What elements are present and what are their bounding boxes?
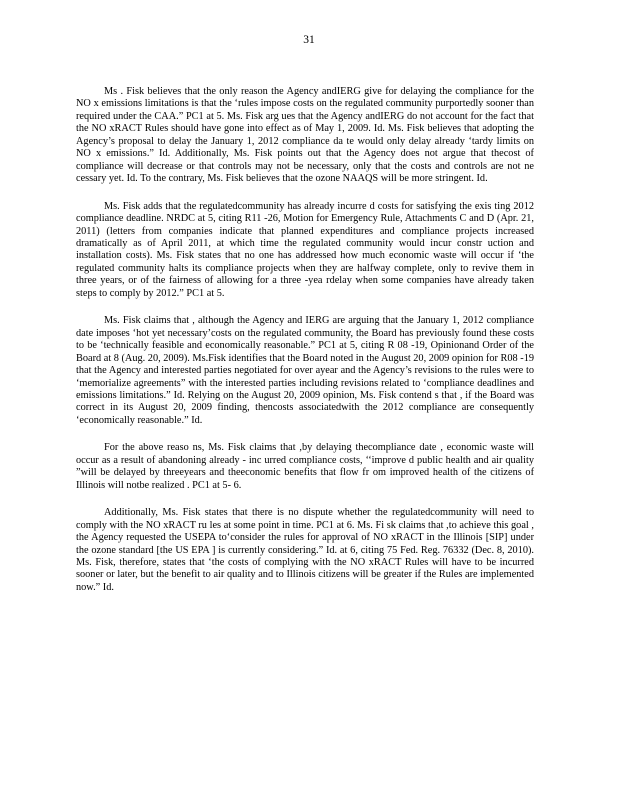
paragraph: Ms. Fisk adds that the regulatedcommunity has already incurre d costs for satisfying the exis ting 2012 compliance deadline. NRDC at 5, citing R11 -26, Motion for Emergency Rule, Attachments C and D (Apr. 21, 2011) (letters from companies indicate that planned expenditures and compliance projects increased dramatically as of April 2011, at which time the regulated community would incur constr uction and installation costs). Ms. Fisk states that no one has addressed how much economic waste will occur if ‘the regulated community halts its compliance projects when they are halfway complete, only to revive them in three years, or of the fairness of allowing for a three -yea rdelay when some companies have already taken steps to comply by 2012.” PC1 at 5. xyxy=(76,200,534,299)
page-number: 31 xyxy=(303,34,315,46)
paragraph: Ms. Fisk claims that , although the Agency and IERG are arguing that the January 1, 2012 compliance date imposes ‘hot yet necessary’costs on the regulated community, the Board has previously found these costs to be ‘technically feasible and economically reasonable.” PC1 at 5, citing R 08 -19, Opinionand Order of the Board at 8 (Aug. 20, 2009). Ms.Fisk identifies that the Board noted in the August 20, 2009 opinion for R08 -19 that the Agency and interested parties negotiated for over ayear and the Agency’s revisions to the rules were to ‘memorialize agreements” with the interested parties including revisions related to ‘compliance deadlines and emissions limitations.” Id. Relying on the August 20, 2009 opinion, Ms. Fisk contend s that , if the Board was correct in its August 20, 2009 finding, thencosts associatedwith the 2012 compliance are consequently ‘economically reasonable.” Id. xyxy=(76,315,534,426)
paragraph: For the above reaso ns, Ms. Fisk claims that ,by delaying thecompliance date , economic waste will occur as a result of abandoning already - inc urred compliance costs, ‘‘improve d public health and air quality ”will be delayed by threeyears and theeconomic benefits that flow fr om improved health of the citizens of Illinois will notbe realized . PC1 at 5- 6. xyxy=(76,442,534,491)
paragraph: Additionally, Ms. Fisk states that there is no dispute whether the regulatedcommunity will need to comply with the NO xRACT ru les at some point in time. PC1 at 6. Ms. Fi sk claims that ,to achieve this goal , the Agency requested the USEPA to‘consider the rules for approval of NO xRACT in the Illinois [SIP] under the ozone standard [the US EPA ] is currently considering.” Id. at 6, citing 75 Fed. Reg. 76332 (Dec. 8, 2010). Ms. Fisk, therefore, states that ‘the costs of complying with the NO xRACT Rules will have to be incurred sooner or later, but the benefit to air quality and to Illinois citizens will be greater if the Rules are implemented now.” Id. xyxy=(76,507,534,593)
paragraph: Ms . Fisk believes that the only reason the Agency andIERG give for delaying the compliance for the NO x emissions limitations is that the ‘rules impose costs on the regulated community purportedly sooner than required under the CAA.” PC1 at 5. Ms. Fisk arg ues that the Agency andIERG do not account for the fact that the NO xRACT Rules should have gone into effect as of May 1, 2009. Id. Ms. Fisk believes that adopting the Agency’s proposal to delay the January 1, 2012 compliance da te would only delay already ‘tardy limits on NO x emissions.” Id. Additionally, Ms. Fisk points out that the Agency does not argue that thecost of compliance will decrease or that controls may not be necessary, only that the costs and controls are not ne cessary yet. Id. To the contrary, Ms. Fisk believes that the ozone NAAQS will be more stringent. Id. xyxy=(76,86,534,185)
document-body xyxy=(76,86,534,609)
